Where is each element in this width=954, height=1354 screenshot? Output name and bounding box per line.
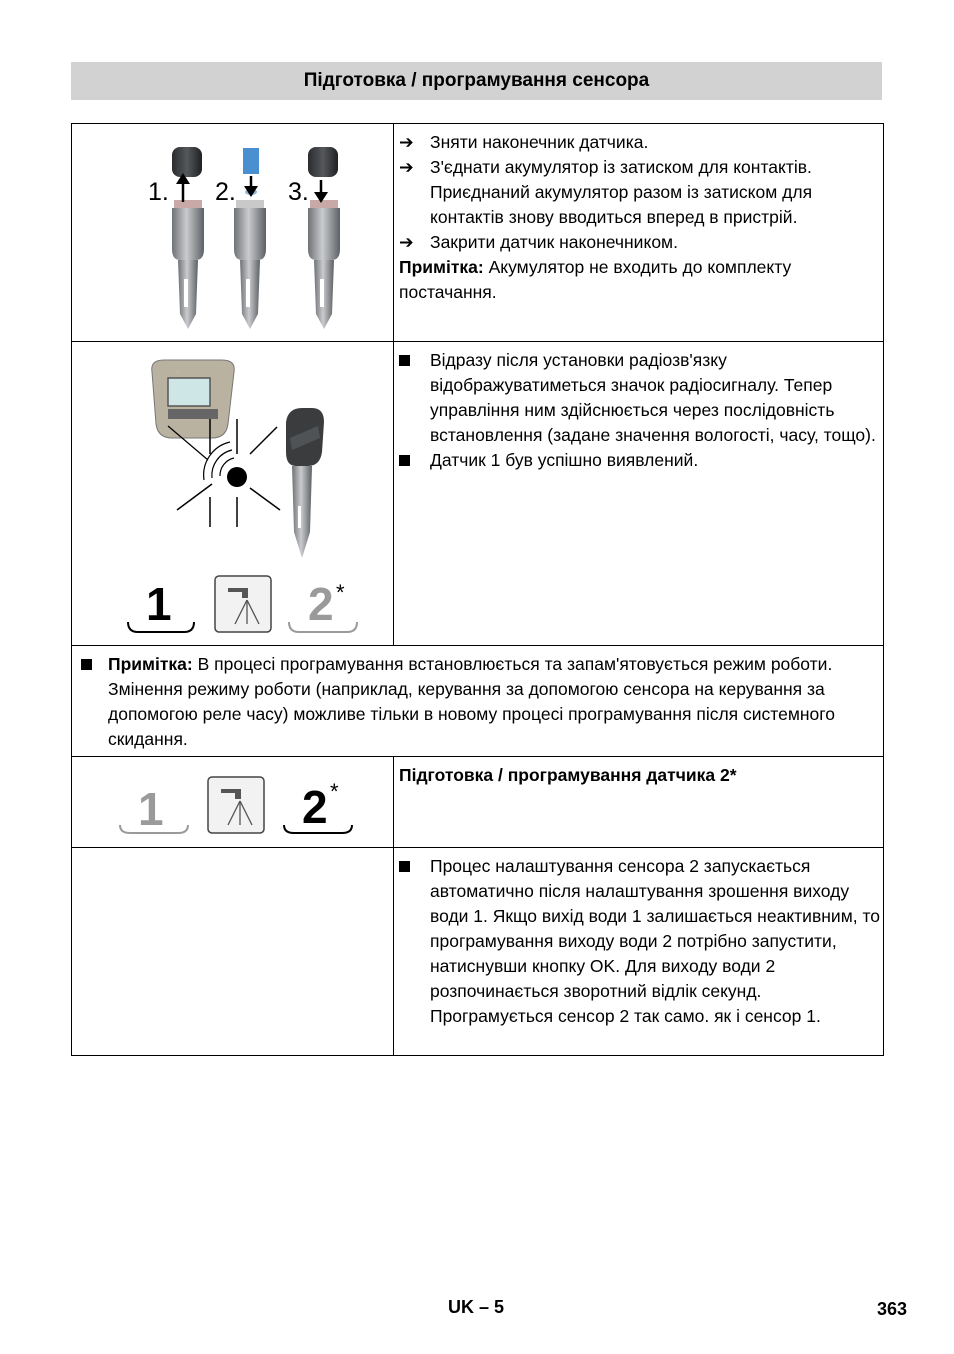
down-arrow-icon xyxy=(244,176,258,197)
table-row xyxy=(72,342,884,646)
page-number: 363 xyxy=(877,1299,908,1319)
table-row xyxy=(72,757,884,848)
note-text: Примітка: Акумулятор не входить до комплекту постачання. xyxy=(399,257,792,302)
steps-cell xyxy=(394,124,884,342)
sensor2-icons-cell xyxy=(72,757,394,848)
sensor-2-selector-icon xyxy=(284,779,352,833)
svg-text:*: * xyxy=(336,580,345,605)
empty-cell xyxy=(72,848,394,1056)
step-label-1: 1. xyxy=(148,178,169,206)
arrow-right-icon: ➔ xyxy=(399,157,414,177)
section-title: Підготовка / програмування сенсора xyxy=(71,62,882,100)
radio-figure-cell xyxy=(72,342,394,646)
sensor-battery-figure-cell xyxy=(72,124,394,342)
svg-text:1: 1 xyxy=(146,578,172,630)
arrow-right-icon: ➔ xyxy=(399,132,414,152)
radio-connection-illustration xyxy=(72,342,393,640)
square-bullet-icon xyxy=(81,652,92,677)
step-item: ➔ Зняти наконечник датчика. xyxy=(399,130,883,155)
note-item: Примітка: В процесі програмування встановлюється та запам'ятовується режим роботи. Змінення режиму роботи (наприклад, керування за допомогою сенсора на керування за допомогою реле часу) можливе тільки в новому процесі програмування після системного скидання. xyxy=(77,652,877,752)
square-bullet-icon xyxy=(399,348,410,373)
sensor-icon xyxy=(286,408,324,558)
svg-text:*: * xyxy=(330,779,339,804)
heading-cell xyxy=(394,757,884,848)
full-width-note-cell xyxy=(72,646,884,757)
controller-device-icon xyxy=(152,360,235,438)
table-row xyxy=(72,646,884,757)
svg-text:2: 2 xyxy=(308,578,334,630)
down-arrow-icon xyxy=(314,180,328,203)
square-bullet-icon xyxy=(399,448,410,473)
sensor-1-selector-icon xyxy=(120,783,188,835)
bullet-item: Датчик 1 був успішно виявлений. xyxy=(399,448,883,473)
sensor-3-icon xyxy=(308,147,340,329)
sensor-dot-icon xyxy=(227,467,247,487)
step-label-3: 3. xyxy=(288,178,309,206)
sensor-battery-illustration xyxy=(72,124,393,336)
table-row xyxy=(72,124,884,342)
sensor-1-selector-icon xyxy=(128,578,194,632)
subsection-heading: Підготовка / програмування датчика 2* xyxy=(399,765,737,785)
sensor2-selector-illustration xyxy=(72,757,393,842)
square-bullet-icon xyxy=(399,854,410,879)
table-row xyxy=(72,848,884,1056)
sensor-2-selector-icon xyxy=(289,578,357,632)
svg-text:1: 1 xyxy=(138,783,164,835)
bullet-item: Відразу після установки радіозв'язку відображуватиметься значок радіосигналу. Тепер управління ним здійснюється через послідовність встановлення (задане значення вологості, часу, тощо). xyxy=(399,348,883,448)
sensor-1-icon xyxy=(172,147,204,329)
sensor-2-icon xyxy=(234,148,266,329)
bullet-item: Процес налаштування сенсора 2 запускається автоматично після налаштування зрошення виходу води 1. Якщо вихід води 1 залишається неактивним, то програмування виходу води 2 потрібно запустити, натиснувши кнопку OK. Для виходу води 2 розпочинається зворотний відлік секунд. Програмується сенсор 2 так само. як і сенсор 1. xyxy=(399,854,883,1029)
up-arrow-icon xyxy=(176,173,190,202)
bullets-cell xyxy=(394,848,884,1056)
step-item: ➔ З'єднати акумулятор із затиском для контактів. Приєднаний акумулятор разом із затиском для контактів знову вводиться вперед в пристрій. xyxy=(399,157,813,227)
arrow-right-icon: ➔ xyxy=(399,232,414,252)
step-label-2: 2. xyxy=(215,178,236,206)
instruction-table xyxy=(71,123,884,1056)
svg-text:.: . xyxy=(177,368,179,374)
faucet-icon xyxy=(215,576,271,632)
faucet-icon xyxy=(208,777,264,833)
step-item: ➔ Закрити датчик наконечником. xyxy=(399,230,883,255)
page-label: UK – 5 xyxy=(448,1297,505,1317)
bullets-cell xyxy=(394,342,884,646)
svg-text:2: 2 xyxy=(302,781,328,833)
